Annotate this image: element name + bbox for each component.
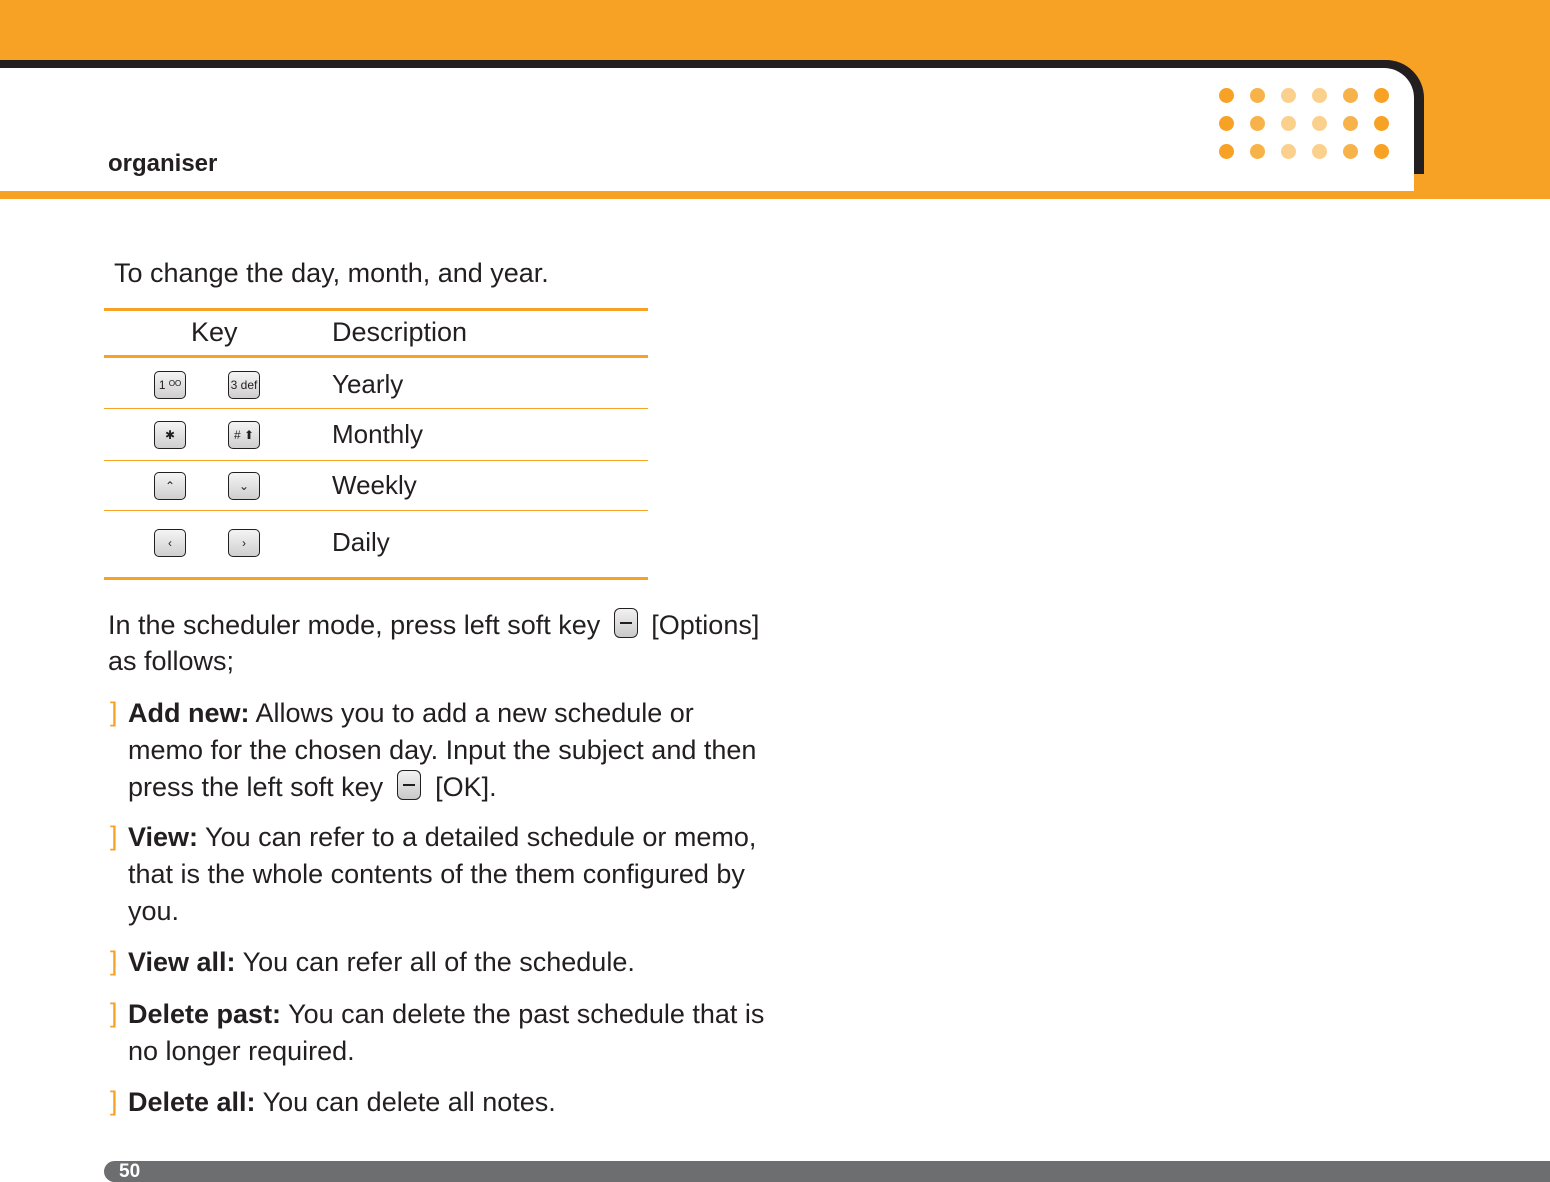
option-description: You can refer to a detailed schedule or memo, that is the whole contents of the them configured by you. <box>128 822 757 926</box>
option-item <box>128 1084 768 1121</box>
decorative-dot <box>1343 116 1358 131</box>
left-key-icon: ‹ <box>154 529 186 557</box>
decorative-dot <box>1219 116 1234 131</box>
decorative-dot <box>1374 88 1389 103</box>
key-description: Weekly <box>332 470 417 500</box>
option-description: You can delete all notes. <box>255 1087 556 1117</box>
hash-key-icon: # ⬆ <box>228 421 260 449</box>
footer-bar <box>104 1161 1550 1182</box>
decorative-dot <box>1250 144 1265 159</box>
decorative-dot-grid <box>1219 88 1389 159</box>
left-soft-key-icon <box>397 770 421 800</box>
left-soft-key-icon <box>614 608 638 638</box>
table-row <box>104 461 648 511</box>
column-header-key: Key <box>191 317 238 347</box>
decorative-dot <box>1281 144 1296 159</box>
decorative-dot <box>1281 116 1296 131</box>
decorative-dot <box>1281 88 1296 103</box>
options-text: In the scheduler mode, press left soft key <box>108 610 601 640</box>
option-item <box>128 819 768 930</box>
option-item <box>128 944 768 981</box>
3-key-icon: 3 def <box>228 371 260 399</box>
decorative-dot <box>1312 88 1327 103</box>
down-key-icon: ⌄ <box>228 472 260 500</box>
decorative-dot <box>1219 88 1234 103</box>
option-description: You can refer all of the schedule. <box>235 947 635 977</box>
star-key-icon: ✱ <box>154 421 186 449</box>
decorative-dot <box>1374 116 1389 131</box>
page-number: 50 <box>119 1161 141 1182</box>
table-header <box>104 311 648 358</box>
bullet-marker: ] <box>110 946 118 976</box>
decorative-dot <box>1374 144 1389 159</box>
options-text-line2: as follows; <box>108 646 235 676</box>
option-term: Add new: <box>128 698 250 728</box>
option-description: You can delete the past schedule that is no longer required. <box>128 999 765 1066</box>
option-description: Allows you to add a new schedule or memo for the chosen day. Input the subject and then press the left soft key <box>128 698 757 802</box>
option-term: View: <box>128 822 199 852</box>
key-description: Yearly <box>332 369 404 399</box>
table-row <box>104 511 648 580</box>
decorative-dot <box>1219 144 1234 159</box>
key-table <box>104 308 648 580</box>
section-title: organiser <box>108 150 218 177</box>
decorative-dot <box>1250 88 1265 103</box>
decorative-dot <box>1343 88 1358 103</box>
option-item <box>128 996 768 1070</box>
decorative-dot <box>1343 144 1358 159</box>
bullet-marker: ] <box>110 697 118 727</box>
1-key-icon: 1 ᴼᴼ <box>154 371 186 399</box>
up-key-icon: ⌃ <box>154 472 186 500</box>
options-paragraph <box>108 607 759 679</box>
bullet-marker: ] <box>110 821 118 851</box>
bullet-marker: ] <box>110 998 118 1028</box>
bullet-marker: ] <box>110 1086 118 1116</box>
option-term: View all: <box>128 947 236 977</box>
option-item <box>128 695 768 806</box>
decorative-dot <box>1250 116 1265 131</box>
column-header-description: Description <box>332 317 468 347</box>
intro-text: To change the day, month, and year. <box>114 258 549 288</box>
options-label: [Options] <box>651 610 760 640</box>
key-description: Daily <box>332 527 390 557</box>
key-description: Monthly <box>332 419 424 449</box>
option-ok-label: [OK]. <box>435 772 497 802</box>
option-term: Delete all: <box>128 1087 256 1117</box>
table-row <box>104 409 648 461</box>
right-key-icon: › <box>228 529 260 557</box>
table-row <box>104 358 648 409</box>
decorative-dot <box>1312 116 1327 131</box>
option-term: Delete past: <box>128 999 282 1029</box>
decorative-dot <box>1312 144 1327 159</box>
